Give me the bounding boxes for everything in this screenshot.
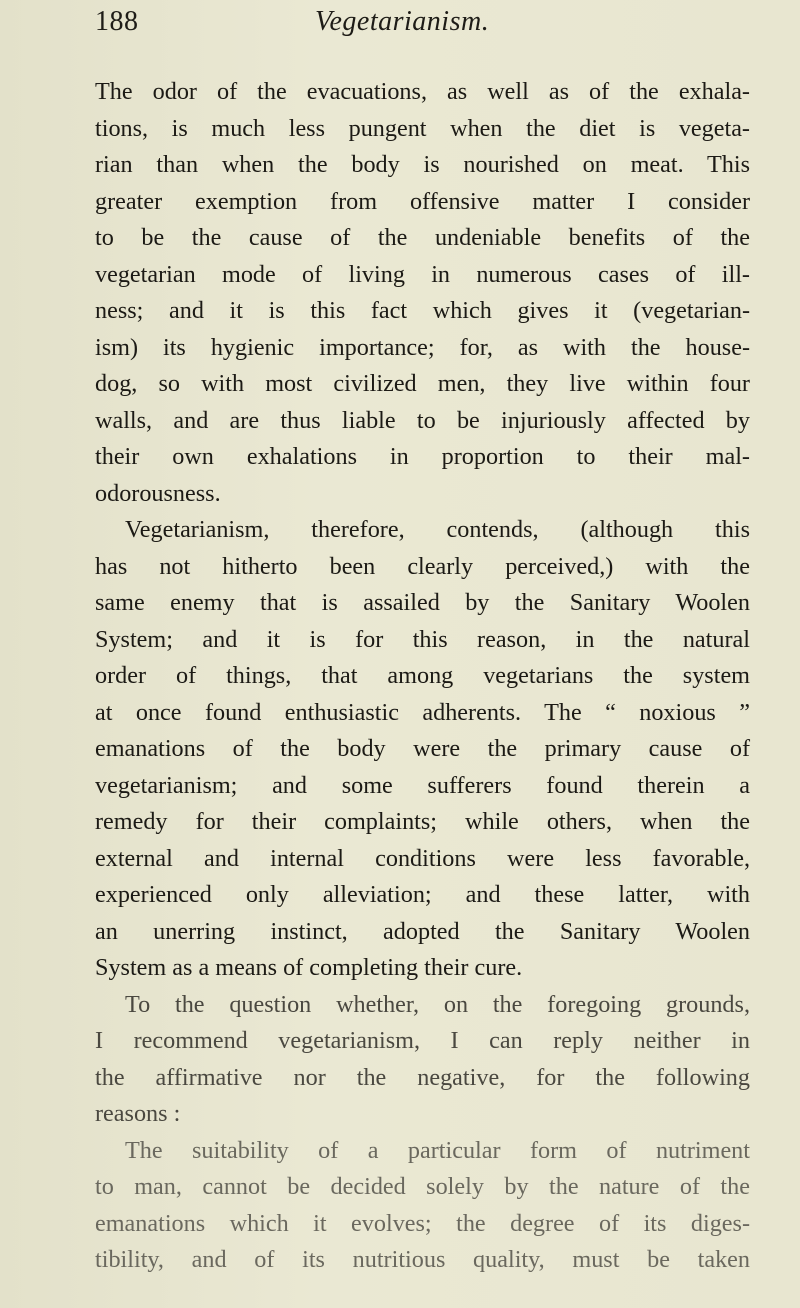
text-line: reasons : [95,1100,181,1127]
text-line: vegetarianism; and some sufferers found therein a [95,771,750,799]
text-line: tions, is much less pungent when the diet is vegeta- [95,114,750,142]
running-head: Vegetarianism. [315,6,490,37]
text-line: to man, cannot be decided solely by the nature of the [95,1173,750,1200]
text-line: to be the cause of the undeniable benefits of the [95,224,750,251]
text-line: Vegetarianism, therefore, contends, (although this [125,516,750,543]
text-line: rian than when the body is nourished on meat. This [95,151,750,178]
text-line: an unerring instinct, adopted the Sanitary Woolen [95,917,750,945]
page-header [95,6,745,46]
text-line: greater exemption from offensive matter I consider [95,187,750,215]
text-line: dog, so with most civilized men, they live within four [95,370,750,397]
paragraph-4 [95,1133,750,1279]
text-line: vegetarian mode of living in numerous cases of ill- [95,260,750,288]
text-line: I recommend vegetarianism, I can reply neither in [95,1027,750,1054]
text-line: same enemy that is assailed by the Sanitary Woolen [95,589,750,616]
text-line: tibility, and of its nutritious quality, must be taken [95,1246,750,1273]
text-line: emanations of the body were the primary cause of [95,735,750,762]
text-line: experienced only alleviation; and these latter, with [95,881,750,908]
text-line: their own exhalations in proportion to their mal- [95,443,750,470]
text-line: System; and it is for this reason, in the natural [95,625,750,653]
page-number: 188 [95,6,139,37]
text-line: ness; and it is this fact which gives it (vegetarian- [95,297,750,324]
text-line: order of things, that among vegetarians the system [95,662,750,689]
paragraph-1 [95,74,750,512]
text-line: The suitability of a particular form of nutriment [125,1136,750,1164]
text-line: the affirmative nor the negative, for the following [95,1063,750,1091]
text-line: To the question whether, on the foregoing grounds, [125,990,750,1018]
text-line: has not hitherto been clearly perceived,) with the [95,552,750,580]
text-line: remedy for their complaints; while others, when the [95,808,750,835]
text-line: System as a means of completing their cure. [95,954,523,981]
text-line: The odor of the evacuations, as well as of the exhala- [95,78,750,105]
text-line: external and internal conditions were less favorable, [95,844,750,872]
body-text [95,74,750,1279]
paragraph-2 [95,512,750,987]
text-line: ism) its hygienic importance; for, as with the house- [95,333,750,361]
paragraph-3 [95,987,750,1133]
text-line: odorousness. [95,479,221,507]
text-line: at once found enthusiastic adherents. The “ noxious ” [95,698,750,726]
text-line: emanations which it evolves; the degree of its diges- [95,1209,750,1237]
text-line: walls, and are thus liable to be injuriously affected by [95,406,750,434]
